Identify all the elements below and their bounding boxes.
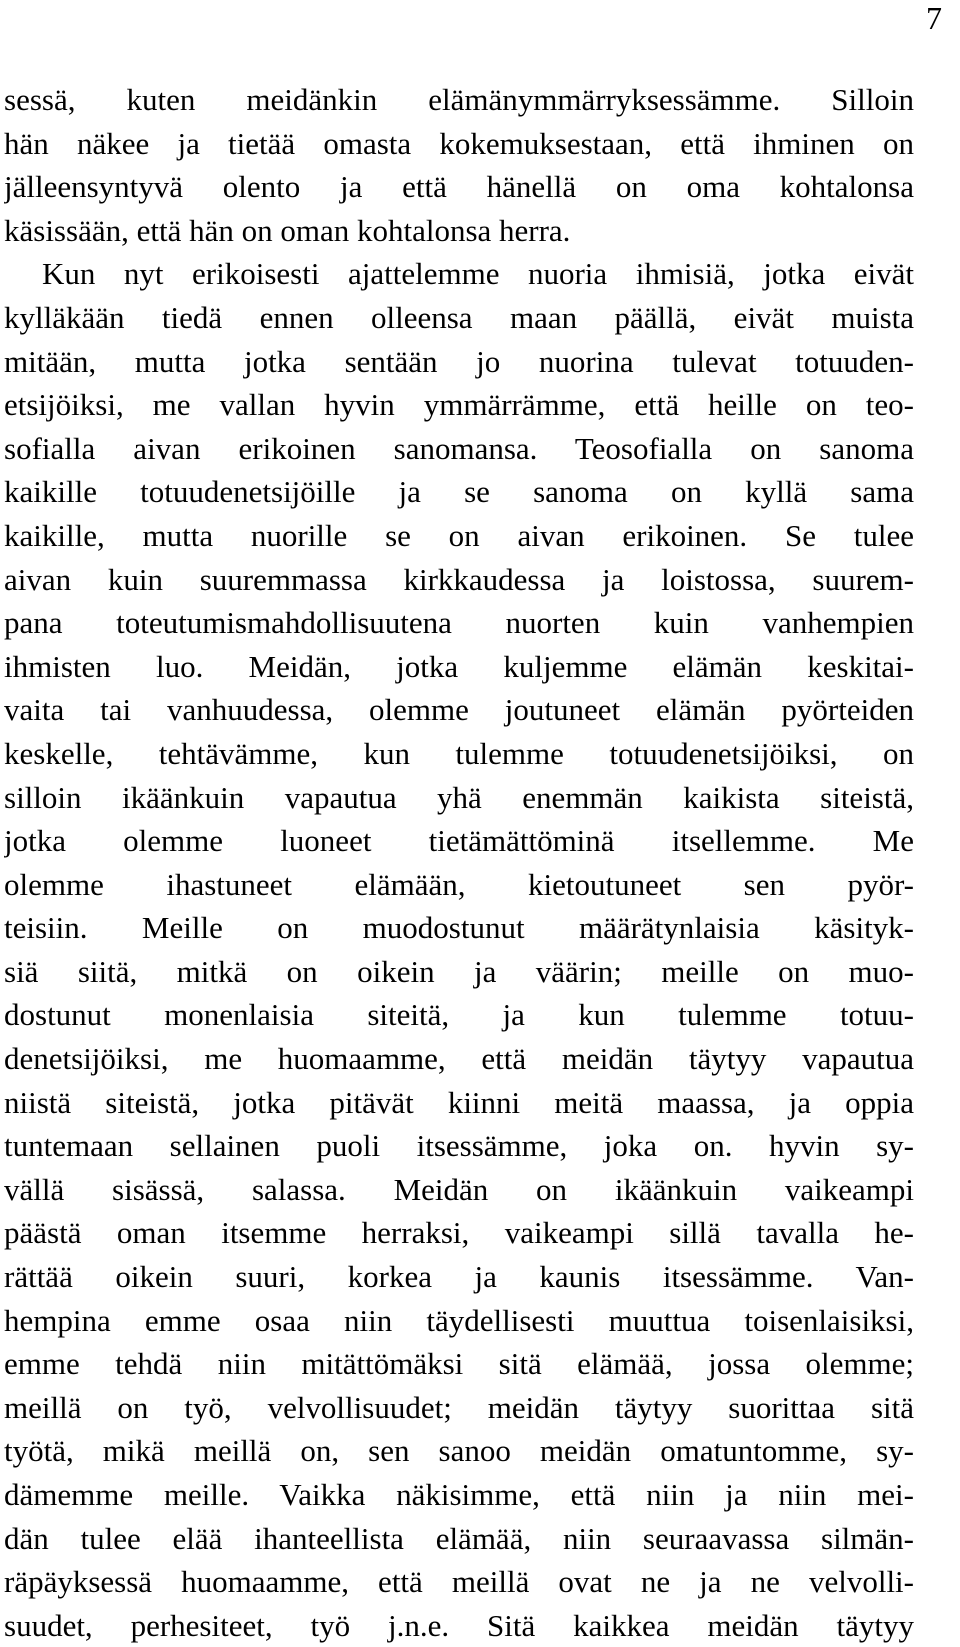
text-line: dostunut monenlaisia siteitä, ja kun tulemme totuu- bbox=[4, 997, 914, 1033]
text-line: dämemme meille. Vaikka näkisimme, että niin ja niin mei- bbox=[4, 1477, 914, 1512]
text-line: sofialla aivan erikoinen sanomansa. Teosofialla on sanoma bbox=[4, 430, 914, 466]
text-line: teisiin. Meille on muodostunut määrätynlaisia käsityk- bbox=[4, 910, 914, 946]
text-line: aivan kuin suuremmassa kirkkaudessa ja loistossa, suurem- bbox=[4, 561, 914, 597]
text-line: suudet, perhesiteet, työ j.n.e. Sitä kaikkea meidän täytyy bbox=[4, 1607, 914, 1643]
text-line: rättää oikein suuri, korkea ja kaunis itsessämme. Van- bbox=[4, 1259, 914, 1295]
text-line: siä siitä, mitkä on oikein ja väärin; meille on muo- bbox=[4, 953, 914, 989]
text-line: jotka olemme luoneet tietämättöminä itsellemme. Me bbox=[4, 823, 914, 859]
text-line: olemme ihastuneet elämään, kietoutuneet sen pyör- bbox=[4, 866, 914, 902]
text-line: mitään, mutta jotka sentään jo nuorina tulevat totuuden- bbox=[4, 343, 914, 379]
body-text bbox=[4, 78, 914, 1647]
text-line: Kun nyt erikoisesti ajattelemme nuoria ihmisiä, jotka eivät bbox=[42, 256, 914, 292]
text-line: denetsijöiksi, me huomaamme, että meidän täytyy vapautua bbox=[4, 1041, 914, 1077]
text-line: emme tehdä niin mitättömäksi sitä elämää, jossa olemme; bbox=[4, 1346, 914, 1382]
text-line: räpäyksessä huomaamme, että meillä ovat ne ja ne velvolli- bbox=[4, 1564, 914, 1600]
text-line: käsissään, että hän on oman kohtalonsa herra. bbox=[4, 212, 571, 248]
text-line: kaikille, mutta nuorille se on aivan erikoinen. Se tulee bbox=[4, 517, 914, 553]
text-line: kylläkään tiedä ennen olleensa maan päällä, eivät muista bbox=[4, 299, 914, 335]
text-line: dän tulee elää ihanteellista elämää, niin seuraavassa silmän- bbox=[4, 1520, 914, 1556]
text-line: silloin ikäänkuin vapautua yhä enemmän kaikista siteistä, bbox=[4, 779, 914, 815]
text-line: meillä on työ, velvollisuudet; meidän täytyy suorittaa sitä bbox=[4, 1389, 914, 1425]
text-line: keskelle, tehtävämme, kun tulemme totuudenetsijöiksi, on bbox=[4, 735, 914, 771]
text-line: jälleensyntyvä olento ja että hänellä on oma kohtalonsa bbox=[4, 169, 914, 205]
text-line: kaikille totuudenetsijöille ja se sanoma on kyllä sama bbox=[4, 474, 914, 510]
text-line: pana toteutumismahdollisuutena nuorten kuin vanhempien bbox=[4, 605, 914, 641]
text-line: niistä siteistä, jotka pitävät kiinni meitä maassa, ja oppia bbox=[4, 1084, 914, 1120]
text-line: vällä sisässä, salassa. Meidän on ikäänkuin vaikeampi bbox=[4, 1171, 914, 1207]
text-line: vaita tai vanhuudessa, olemme joutuneet elämän pyörteiden bbox=[4, 692, 914, 728]
text-line: työtä, mikä meillä on, sen sanoo meidän omatuntomme, sy- bbox=[4, 1433, 914, 1469]
text-line: ihmisten luo. Meidän, jotka kuljemme elämän keskitai- bbox=[4, 648, 914, 684]
text-line: hempina emme osaa niin täydellisesti muuttua toisenlaisiksi, bbox=[4, 1302, 914, 1338]
text-line: päästä oman itsemme herraksi, vaikeampi sillä tavalla he- bbox=[4, 1215, 914, 1251]
text-line: etsijöiksi, me vallan hyvin ymmärrämme, että heille on teo- bbox=[4, 387, 914, 423]
text-line: sessä, kuten meidänkin elämänymmärryksessämme. Silloin bbox=[4, 82, 914, 117]
text-line: tuntemaan sellainen puoli itsessämme, joka on. hyvin sy- bbox=[4, 1128, 914, 1164]
text-line: hän näkee ja tietää omasta kokemuksestaan, että ihminen on bbox=[4, 125, 914, 161]
page-number: 7 bbox=[926, 0, 942, 36]
